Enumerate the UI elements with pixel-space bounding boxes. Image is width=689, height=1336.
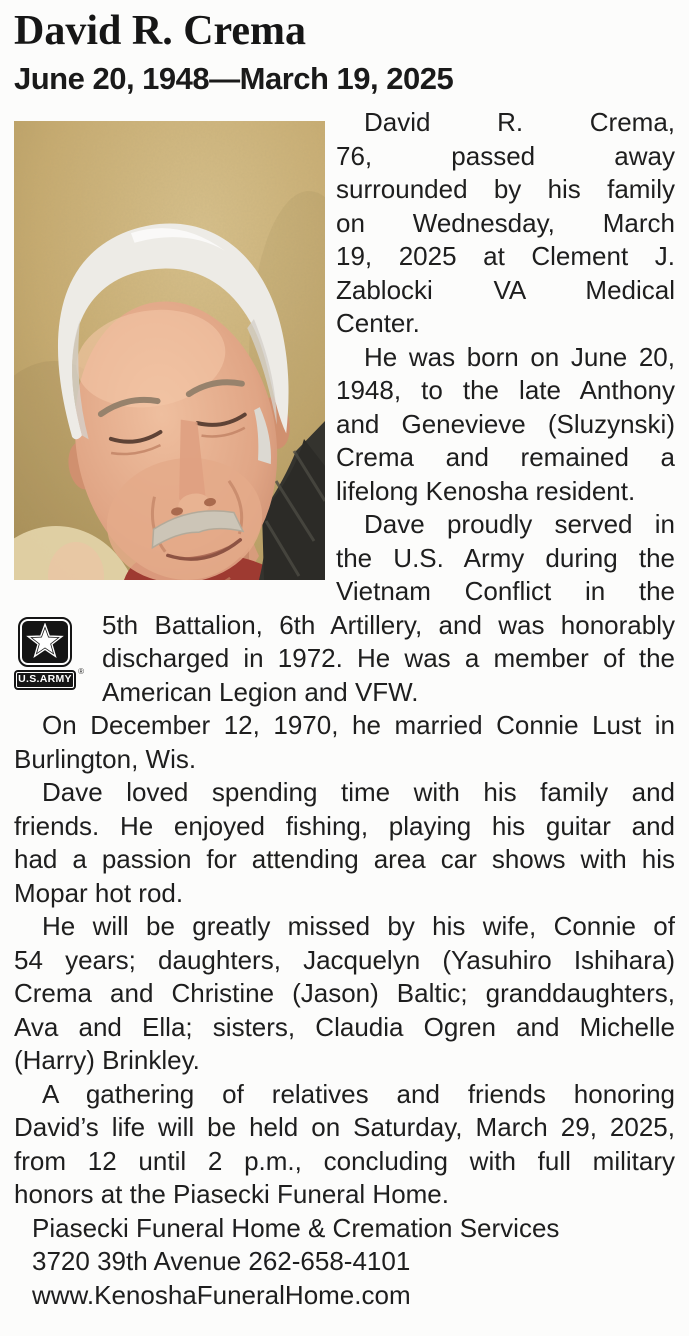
funeral-home-info [32,1212,675,1313]
funeral-home-website: www.KenoshaFuneralHome.com [32,1279,411,1310]
funeral-home-name: Piasecki Funeral Home & Cremation Services [32,1212,560,1243]
document-header [14,8,675,96]
funeral-home-address-phone: 3720 39th Avenue 262-658-4101 [32,1246,411,1276]
registered-trademark-mark: ® [78,666,84,676]
paragraph-birth-family: He was born on June 20, 1948, to the late Anthony and Genevieve (Sluzynski) Crema and remained a lifelong Kenosha resident. [336,341,675,506]
military-service-text-end: 5th Battalion, 6th Artillery, and was honorably discharged in 1972. He was a member of the American Legion and VFW. [102,609,675,707]
life-dates: June 20, 1948—March 19, 2025 [14,61,454,96]
portrait-photo [14,121,325,580]
us-army-logo [14,617,84,690]
paragraph-marriage: On December 12, 1970, he married Connie Lust in Burlington, Wis. [14,710,675,774]
portrait-image [14,121,325,580]
obituary-body [14,106,675,1312]
paragraph-gathering: A gathering of relatives and friends honoring David’s life will be held on Saturday, March 29, 2025, from 12 until 2 p.m., concluding with full military honors at the Piasecki Funeral Home. [14,1078,675,1209]
military-service-text-start: Dave proudly served in the U.S. Army during the Vietnam Conflict in the [336,509,675,606]
deceased-name: David R. Crema [14,8,307,54]
paragraph-survivors: He will be greatly missed by his wife, Connie of 54 years; daughters, Jacquelyn (Yasuhiro Ishihara) Crema and Christine (Jason) Baltic; granddaughters, Ava and Ella; sisters, Claudia Ogren and Michelle (Harry) Brinkley. [14,911,675,1075]
paragraph-hobbies: Dave loved spending time with his family and friends. He enjoyed fishing, playing his guitar and had a passion for attending area car shows with his Mopar hot rod. [14,777,675,908]
us-army-wordmark: U.S.ARMY [14,670,76,690]
us-army-star-icon [18,617,72,667]
paragraph-death-notice: David R. Crema, 76, passed away surrounded by his family on Wednesday, March 19, 2025 at Clement J. Zablocki VA Medical Center. [336,107,675,338]
